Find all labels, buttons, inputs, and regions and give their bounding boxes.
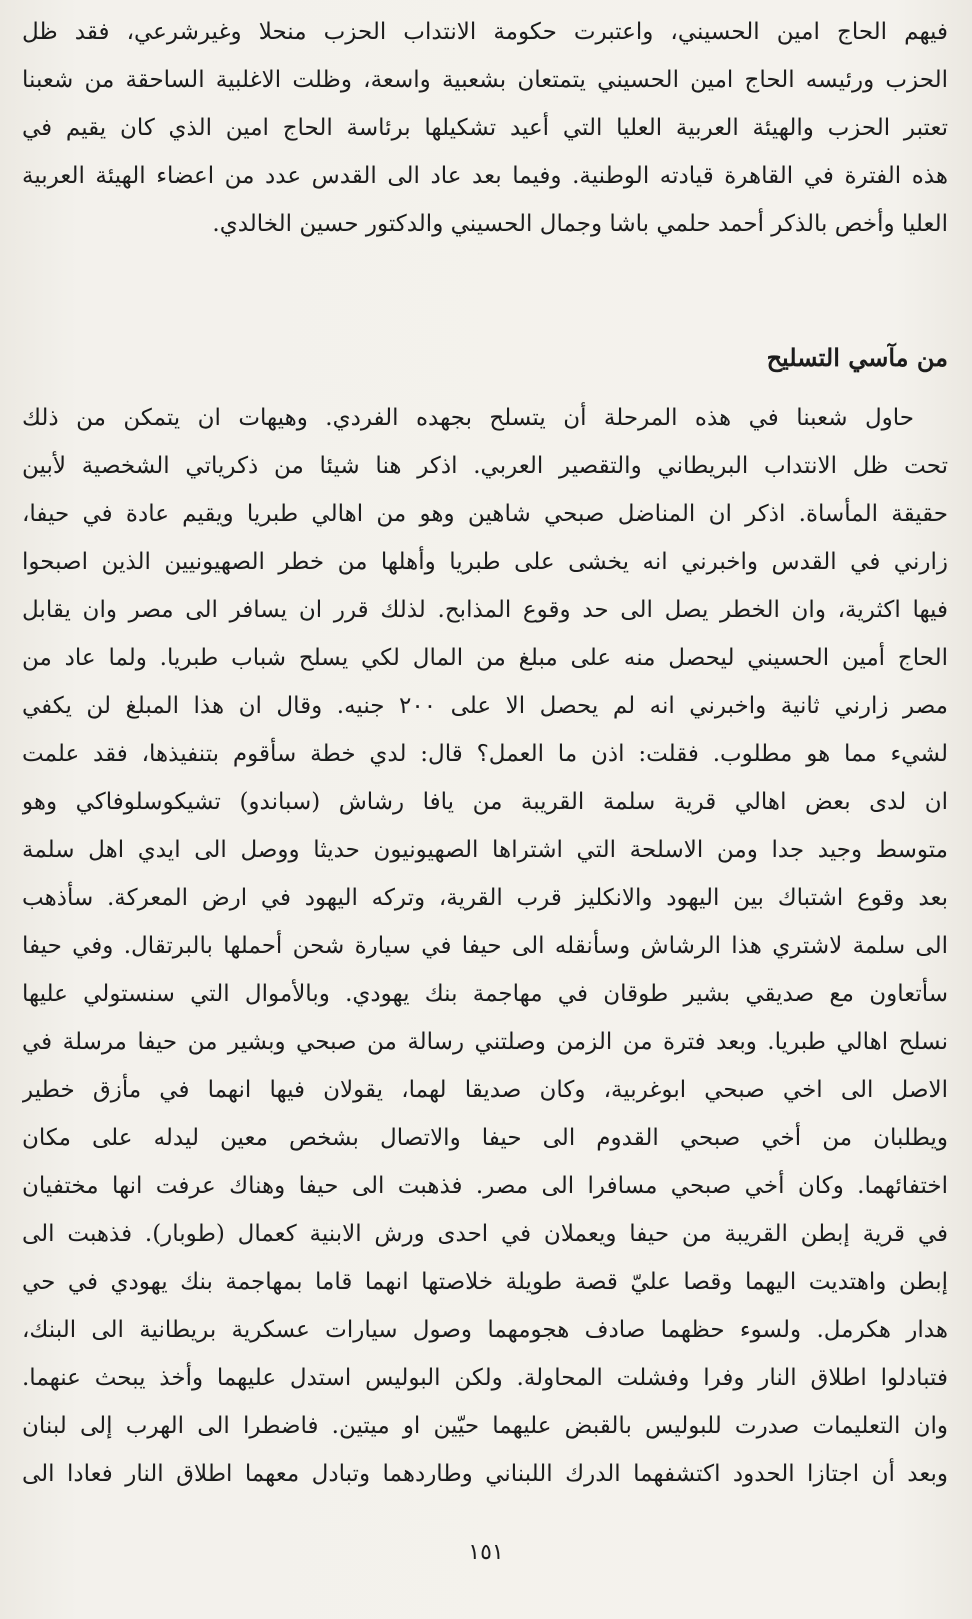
page-number: ١٥١ [468,1540,504,1565]
text-line: حاول شعبنا في هذه المرحلة أن يتسلح بجهده الفردي. وهيهات ان يتمكن من ذلك [22,405,914,431]
text-line: حقيقة المأساة. اذكر ان المناضل صبحي شاهين وهو من اهالي طبريا ويقيم عادة في حيفا، [22,501,948,527]
text-line: فيهم الحاج امين الحسيني، واعتبرت حكومة الانتداب الحزب منحلا وغيرشرعي، فقد ظل [22,19,948,45]
text-line: العليا وأخص بالذكر أحمد حلمي باشا وجمال الحسيني والدكتور حسين الخالدي. [212,211,948,237]
text-line: متوسط وجيد جدا ومن الاسلحة التي اشتراها الصهيونيون حديثا ووصل الى ايدي اهل سلمة [22,837,948,863]
text-line: الاصل الى اخي صبحي ابوغربية، وكان صديقا لهما، يقولان فيها انهما في مأزق خطير [22,1077,948,1103]
heading-spacer [22,382,948,394]
text-line: وان التعليمات صدرت للبوليس بالقبض عليهما حيّين او ميتين. فاضطرا الى الهرب إلى لبنان [22,1413,948,1439]
text-line: لشيء مما هو مطلوب. فقلت: اذن ما العمل؟ قال: لدي خطة سأقوم بتنفيذها، فقد علمت [22,741,948,767]
text-line: إبطن واهتديت اليهما وقصا عليّ قصة طويلة خلاصتها انهما قاما بمهاجمة بنك يهودي في حي [22,1269,948,1295]
text-line: فيها اكثرية، وان الخطر يصل الى حد وقوع المذابح. لذلك قرر ان يسافر الى مصر وان يقابل [22,597,948,623]
text-line: هذه الفترة في القاهرة قيادته الوطنية. وفيما بعد عاد الى القدس عدد من اعضاء الهيئة العربية [22,163,948,189]
text-line: وبعد أن اجتازا الحدود اكتشفهما الدرك اللبناني وطاردهما وتبادل معهما اطلاق النار فعادا الى [22,1461,948,1487]
text-line: مصر زارني ثانية واخبرني انه لم يحصل الا على ٢٠٠ جنيه. وقال ان هذا المبلغ لن يكفي [22,693,948,719]
text-line: نسلح اهالي طبريا. وبعد فترة من الزمن وصلتني رسالة من صبحي وبشير من حيفا مرسلة في [22,1029,948,1055]
section-heading: من مآسي التسليح [766,343,948,372]
text-line: فتبادلوا اطلاق النار وفرا وفشلت المحاولة. ولكن البوليس استدل عليهما وأخذ يبحث عنهما. [22,1365,948,1391]
text-line: زارني في القدس واخبرني انه يخشى على طبريا وأهلها من خطر الصهيونيين الذين اصبحوا [22,549,948,575]
section-spacer [22,248,948,334]
text-line: الى سلمة لاشتري هذا الرشاش وسأنقله الى حيفا في سيارة شحن أحملها بالبرتقال. وفي حيفا [22,933,948,959]
text-line: ان لدى بعض اهالي قرية سلمة القريبة من يافا رشاش (سباندو) تشيكوسلوفاكي وهو [22,789,948,815]
paragraph-arming [22,394,948,1498]
paragraph-continued [22,8,948,248]
text-line: اختفائهما. وكان أخي صبحي مسافرا الى مصر. فذهبت الى حيفا وهناك عرفت انها مختفيان [22,1173,948,1199]
text-line: تحت ظل الانتداب البريطاني والتقصير العربي. اذكر هنا شيئا من ذكرياتي الشخصية لأبين [22,453,948,479]
text-line: تعتبر الحزب والهيئة العربية العليا التي أعيد تشكيلها برئاسة الحاج امين الذي كان يقيم في [22,115,948,141]
text-line: في قرية إبطن القريبة من حيفا ويعملان في احدى ورش الابنية كعمال (طوبار). فذهبت الى [22,1221,948,1247]
text-line: ويطلبان من أخي صبحي القدوم الى حيفا والاتصال بشخص معين ليدله على مكان [22,1125,948,1151]
text-line: الحزب ورئيسه الحاج امين الحسيني يتمتعان بشعبية واسعة، وظلت الاغلبية الساحقة من شعبنا [22,67,948,93]
text-line: الحاج أمين الحسيني ليحصل منه على مبلغ من المال لكي يسلح شباب طبريا. ولما عاد من [22,645,948,671]
text-line: سأتعاون مع صديقي بشير طوقان في مهاجمة بنك يهودي. وبالأموال التي سنستولي عليها [22,981,948,1007]
text-line: بعد وقوع اشتباك بين اليهود والانكليز قرب القرية، وتركه اليهود في ارض المعركة. سأذهب [22,885,948,911]
text-line: هدار هكرمل. ولسوء حظهما صادف هجومهما وصول سيارات عسكرية بريطانية الى البنك، [22,1317,948,1343]
